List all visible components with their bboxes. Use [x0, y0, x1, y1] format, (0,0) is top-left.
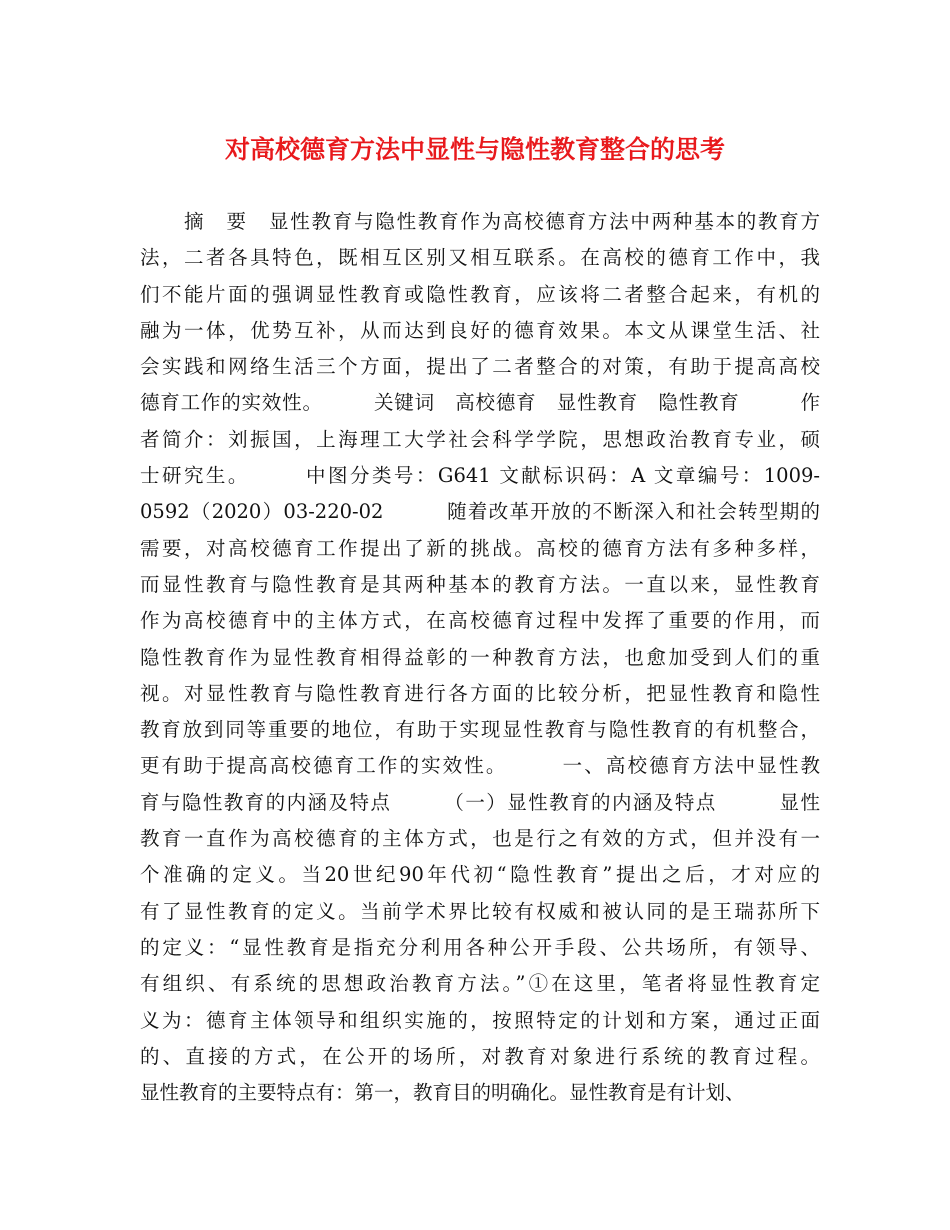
body-line: 德育工作的实效性。 关键词 高校德育 显性教育 隐性教育 作: [140, 391, 820, 415]
body-line: 教育放到同等重要的地位，有助于实现显性教育与隐性教育的有机整合，: [140, 718, 820, 742]
body-line: 隐性教育作为显性教育相得益彰的一种教育方法，也愈加受到人们的重: [140, 645, 820, 669]
body-line: 个准确的定义。当20世纪90年代初“隐性教育”提出之后，才对应的: [140, 863, 820, 887]
body-line: 的、直接的方式，在公开的场所，对教育对象进行系统的教育过程。: [140, 1044, 820, 1068]
body-line: 视。对显性教育与隐性教育进行各方面的比较分析，把显性教育和隐性: [140, 681, 820, 705]
body-line: 有了显性教育的定义。当前学术界比较有权威和被认同的是王瑞荪所下: [140, 899, 820, 923]
body-line: 者简介：刘振国，上海理工大学社会科学学院，思想政治教育专业，硕: [140, 427, 820, 451]
body-line: 有组织、有系统的思想政治教育方法。”①在这里，笔者将显性教育定: [140, 972, 820, 996]
body-line: 士研究生。 中图分类号：G641 文献标识码：A 文章编号：1009-: [140, 464, 820, 488]
body-line: 教育一直作为高校德育的主体方式，也是行之有效的方式，但并没有一: [140, 827, 820, 851]
body-line: 摘 要 显性教育与隐性教育作为高校德育方法中两种基本的教育方: [184, 210, 820, 233]
body-line: 们不能片面的强调显性教育或隐性教育，应该将二者整合起来，有机的: [140, 282, 820, 306]
document-body: [140, 204, 820, 1111]
body-line: 而显性教育与隐性教育是其两种基本的教育方法。一直以来，显性教育: [140, 572, 820, 596]
body-line: 作为高校德育中的主体方式，在高校德育过程中发挥了重要的作用，而: [140, 609, 820, 633]
body-line: 义为：德育主体领导和组织实施的，按照特定的计划和方案，通过正面: [140, 1008, 820, 1032]
body-line: 需要，对高校德育工作提出了新的挑战。高校的德育方法有多种多样，: [140, 536, 820, 560]
body-line: 的定义：“显性教育是指充分利用各种公开手段、公共场所，有领导、: [140, 935, 820, 959]
body-line: 会实践和网络生活三个方面，提出了二者整合的对策，有助于提高高校: [140, 355, 820, 379]
body-line: 显性教育的主要特点有：第一，教育目的明确化。显性教育是有计划、: [140, 1081, 745, 1105]
body-line: 0592（2020）03-220-02 随着改革开放的不断深入和社会转型期的: [140, 500, 820, 524]
body-line: 更有助于提高高校德育工作的实效性。 一、高校德育方法中显性教: [140, 754, 820, 778]
document-title: 对高校德育方法中显性与隐性教育整合的思考: [224, 135, 725, 164]
body-line: 育与隐性教育的内涵及特点 （一）显性教育的内涵及特点 显性: [140, 790, 820, 814]
body-line: 融为一体，优势互补，从而达到良好的德育效果。本文从课堂生活、社: [140, 318, 820, 342]
body-line: 法，二者各具特色，既相互区别又相互联系。在高校的德育工作中，我: [140, 246, 820, 270]
